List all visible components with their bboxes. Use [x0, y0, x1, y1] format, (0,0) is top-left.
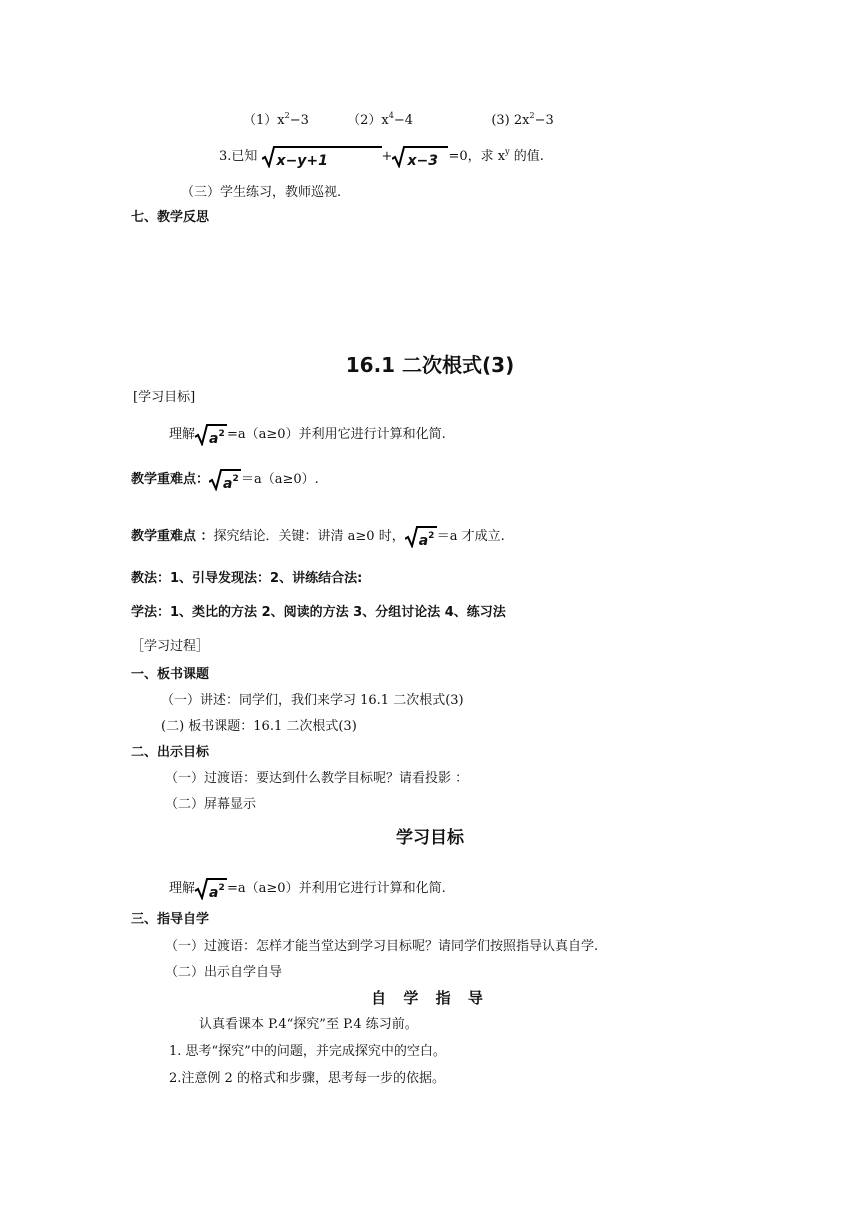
expr-1-tail: −3 — [289, 113, 309, 128]
focus-2-text: 探究结论．关键：讲清 a≥0 时， — [213, 529, 405, 544]
focus-2-label: 教学重难点 ： — [131, 529, 214, 544]
section-3-item-a: （一）过渡语：怎样才能当堂达到学习目标呢？请同学们按照指导认真自学. — [165, 939, 599, 954]
guide-item-3: 2.注意例 2 的格式和步骤，思考每一步的依据。 — [169, 1071, 445, 1086]
sqrt-radicand: a — [209, 430, 219, 447]
sqrt-exponent: 2 — [232, 473, 239, 484]
q3-suffix-exp: y — [505, 147, 510, 156]
sqrt-exponent: 2 — [218, 882, 225, 893]
q3-plus: + — [381, 149, 393, 164]
focus-line-2 — [131, 524, 505, 550]
sqrt-radicand: a — [209, 884, 219, 901]
expr-2-exp: 4 — [388, 111, 394, 120]
sqrt-expression-2 — [392, 146, 448, 168]
goals-subtitle: 学习目标 — [396, 828, 464, 848]
expr-2-base: （2）x — [347, 113, 389, 128]
teaching-method: 教法：1、引导发现法：2、讲练结合法: — [131, 571, 363, 586]
process-bracket-heading: ［学习过程］ — [131, 639, 210, 654]
goal-2-text: =a（a≥0）并利用它进行计算和化简. — [227, 881, 446, 896]
section-1-item-b: (二) 板书课题：16.1 二次根式(3) — [161, 719, 357, 734]
exercise-expressions — [243, 112, 554, 130]
focus-2-tail: ＝a 才成立. — [436, 529, 505, 544]
sqrt-expression-1 — [262, 146, 382, 168]
reflection-heading: 七、教学反思 — [131, 210, 210, 225]
focus-line-1 — [131, 467, 319, 493]
sqrt-exponent: 2 — [428, 530, 435, 541]
expr-1-exp: 2 — [284, 111, 290, 120]
expr-3-tail: −3 — [534, 113, 554, 128]
section-3-item-b: （二）出示自学自导 — [165, 965, 283, 980]
radicand-2: x−3 — [407, 152, 438, 169]
goal-1-text: =a（a≥0）并利用它进行计算和化简. — [227, 427, 446, 442]
section-2-item-b: （二）屏幕显示 — [165, 797, 257, 812]
section-3-heading: 三、指导自学 — [131, 912, 210, 927]
guide-item-1: 认真看课本 P.4“探究”至 P.4 练习前。 — [199, 1017, 418, 1032]
section-2-item-a: （一）过渡语：要达到什么教学目标呢？请看投影 ： — [165, 771, 469, 786]
expr-2 — [347, 113, 413, 128]
goals-bracket-heading: [学习目标] — [133, 390, 196, 405]
section-2-heading: 二、出示目标 — [131, 745, 210, 760]
goal-1-prefix: 理解 — [169, 427, 196, 442]
expr-3-base: (3) 2x — [491, 113, 530, 128]
expr-2-tail: −4 — [393, 113, 414, 128]
radicand-1: x−y+1 — [276, 152, 328, 169]
goal-line-1 — [169, 422, 446, 448]
expr-1-base: （1）x — [243, 113, 285, 128]
sqrt-radicand: a — [223, 475, 233, 492]
question-3 — [219, 144, 544, 170]
sqrt-a-squared — [405, 526, 437, 548]
q3-suffix-tail: 的值. — [509, 149, 544, 164]
sqrt-a-squared — [195, 878, 227, 900]
guide-item-2: 1. 思考“探究”中的问题，并完成探究中的空白。 — [169, 1044, 446, 1059]
goal-line-2 — [169, 876, 446, 902]
expr-3-exp: 2 — [529, 111, 535, 120]
q3-suffix: =0，求 x — [448, 149, 506, 164]
section-1-heading: 一、板书课题 — [131, 667, 210, 682]
practice-text: （三）学生练习，教师巡视. — [181, 185, 342, 200]
sqrt-a-squared — [209, 469, 241, 491]
focus-1-text: ＝a（a≥0）. — [241, 472, 319, 487]
learning-method: 学法：1、类比的方法 2、阅读的方法 3、分组讨论法 4、练习法 — [131, 605, 506, 620]
expr-1 — [243, 113, 309, 128]
section-1-item-a: （一）讲述：同学们，我们来学习 16.1 二次根式(3) — [161, 693, 464, 708]
expr-3 — [491, 113, 553, 128]
goal-2-prefix: 理解 — [169, 881, 196, 896]
focus-1-label: 教学重难点： — [131, 472, 210, 487]
q3-prefix: 3.已知 — [219, 149, 258, 164]
sqrt-exponent: 2 — [218, 428, 225, 439]
sqrt-radicand: a — [418, 532, 429, 549]
self-study-guide-title: 自 学 指 导 — [371, 989, 489, 1007]
sqrt-a-squared — [195, 424, 227, 446]
lesson-title: 16.1 二次根式(3) — [345, 353, 515, 377]
